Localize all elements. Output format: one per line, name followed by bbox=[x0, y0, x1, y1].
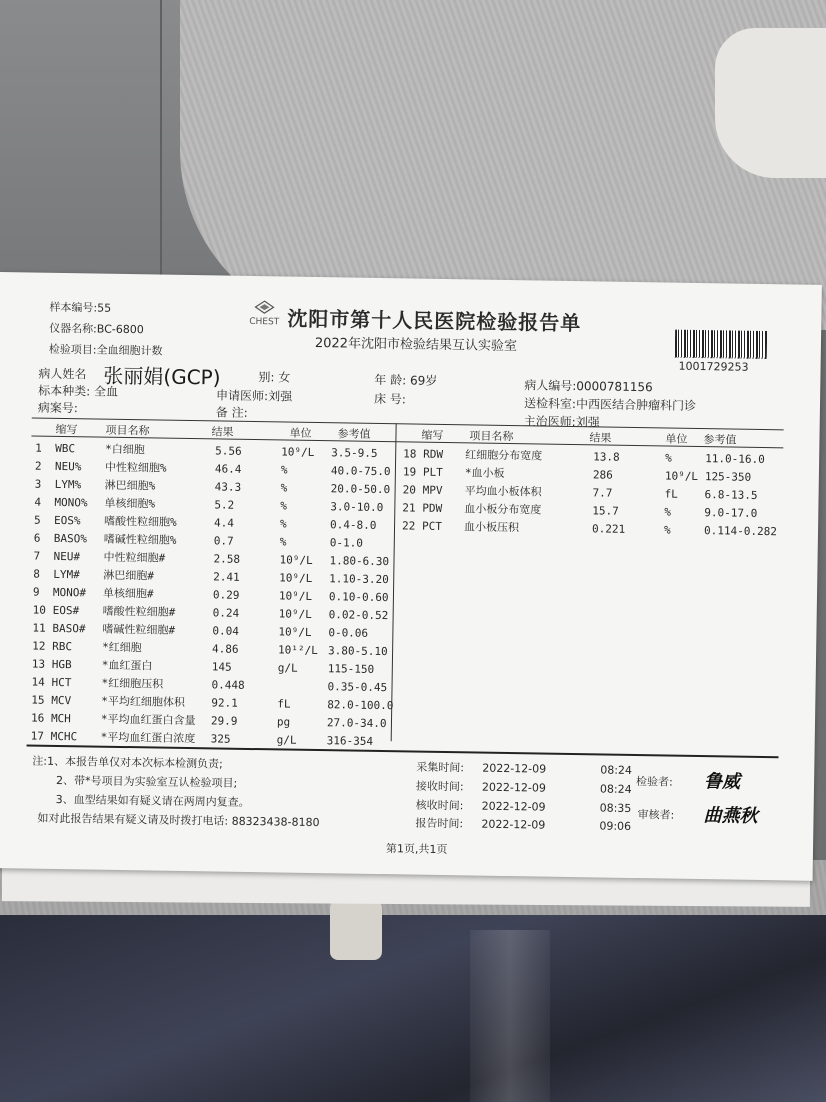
table-row: 20 MPV 平均血小板体积 7.7 fL 6.8-13.5 bbox=[402, 483, 758, 502]
note-line-1: 注:1、本报告单仅对本次标本检测负责; bbox=[32, 754, 223, 771]
patient-name: 张丽娟(GCP) bbox=[103, 363, 221, 390]
table-row: 4 MONO% 单核细胞% 5.2 % 3.0-10.0 bbox=[34, 495, 384, 515]
sample-no: 55 bbox=[97, 301, 112, 315]
table-row: 16 MCH *平均血红蛋白含量 29.9 pg 27.0-34.0 bbox=[30, 711, 387, 731]
header-unit-right: 单位 bbox=[665, 432, 688, 446]
test-item-row bbox=[49, 341, 163, 359]
specimen: 全血 bbox=[93, 384, 119, 399]
table-row: 15 MCV *平均红细胞体积 92.1 fL 82.0-100.0 bbox=[31, 693, 394, 713]
note-phone: 88323438-8180 bbox=[231, 814, 320, 830]
dept: 中西医结合肿瘤科门诊 bbox=[575, 397, 697, 413]
table-row: 9 MONO# 单核细胞# 0.29 10⁹/L 0.10-0.60 bbox=[32, 585, 389, 605]
header-abbr-left: 缩写 bbox=[55, 422, 78, 437]
header-result-right: 结果 bbox=[589, 431, 612, 445]
table-row: 8 LYM# 淋巴细胞# 2.41 10⁹/L 1.10-3.20 bbox=[33, 567, 389, 587]
report-time-row: 报告时间: 2022-12-09 09:06 bbox=[415, 816, 632, 833]
table-row: 3 LYM% 淋巴细胞% 43.3 % 20.0-50.0 bbox=[34, 477, 391, 497]
lab-report-sheet bbox=[0, 272, 822, 881]
table-row: 6 BASO% 嗜碱性粒细胞% 0.7 % 0-1.0 bbox=[33, 531, 364, 550]
table-row: 1 WBC *白细胞 5.56 10⁹/L 3.5-9.5 bbox=[35, 441, 378, 460]
table-row: 7 NEU# 中性粒细胞# 2.58 10⁹/L 1.80-6.30 bbox=[33, 549, 390, 569]
attending: 刘强 bbox=[575, 415, 600, 430]
sex-label: 别: bbox=[258, 370, 275, 385]
dept-row bbox=[524, 394, 696, 414]
table-divider bbox=[391, 423, 397, 741]
instrument-label: 仪器名称: bbox=[49, 321, 97, 336]
puffer-jacket bbox=[0, 915, 826, 1102]
instrument: BC-6800 bbox=[96, 322, 144, 337]
patient-sex-row bbox=[258, 368, 290, 385]
dept-label: 送检科室: bbox=[523, 396, 577, 412]
note-line-2: 2、带*号项目为实验室互认检验项目; bbox=[55, 773, 238, 790]
note-line-3: 3、血型结果如有疑义请在两周内复查。 bbox=[55, 792, 250, 809]
note-line-4 bbox=[37, 810, 319, 830]
bed-row bbox=[374, 390, 406, 407]
instrument-row bbox=[49, 320, 144, 337]
header-abbr-right: 缩写 bbox=[421, 428, 444, 442]
table-row: 14 HCT *红细胞压积 0.448 0.35-0.45 bbox=[31, 675, 388, 695]
drawstring bbox=[330, 900, 382, 960]
header-ref-left: 参考值 bbox=[337, 427, 371, 441]
receive-time-row: 接收时间: 2022-12-09 08:24 bbox=[415, 779, 632, 796]
logo-text: CHEST bbox=[249, 316, 280, 328]
hospital-logo-icon bbox=[253, 300, 275, 314]
bed-label: 床 号: bbox=[373, 391, 407, 407]
table-row: 2 NEU% 中性粒细胞% 46.4 % 40.0-75.0 bbox=[34, 459, 391, 479]
table-row: 21 PDW 血小板分布宽度 15.7 % 9.0-17.0 bbox=[402, 501, 758, 520]
table-row: 11 BASO# 嗜碱性粒细胞# 0.04 10⁹/L 0-0.06 bbox=[32, 621, 369, 640]
sample-no-label: 样本编号: bbox=[49, 300, 98, 315]
age: 69岁 bbox=[409, 373, 438, 388]
doctor-label: 申请医师: bbox=[215, 388, 269, 404]
report-title: 沈阳市第十人民医院检验报告单 bbox=[287, 306, 582, 336]
page-number: 第1页,共1页 bbox=[385, 842, 448, 857]
header-result-left: 结果 bbox=[211, 425, 234, 439]
attending-label: 主治医师: bbox=[523, 414, 576, 430]
test-item: 全血细胞计数 bbox=[96, 343, 163, 358]
jacket-seam bbox=[470, 930, 550, 1102]
patient-name-label: 病人姓名 bbox=[38, 366, 87, 382]
header-item-left: 项目名称 bbox=[105, 423, 150, 438]
attending-row bbox=[524, 412, 600, 430]
table-row: 10 EOS# 嗜酸性粒细胞# 0.24 10⁹/L 0.02-0.52 bbox=[32, 603, 389, 623]
table-row: 12 RBC *红细胞 4.86 10¹²/L 3.80-5.10 bbox=[32, 639, 388, 659]
table-row: 5 EOS% 嗜酸性粒细胞% 4.4 % 0.4-8.0 bbox=[34, 513, 377, 532]
patient-no: 0000781156 bbox=[576, 379, 653, 395]
specimen-label: 标本种类: bbox=[38, 383, 91, 399]
table-row: 13 HGB *血红蛋白 145 g/L 115-150 bbox=[31, 657, 375, 676]
collect-time-row: 采集时间: 2022-12-09 08:24 bbox=[416, 760, 633, 777]
report-subtitle: 2022年沈阳市检验结果互认实验室 bbox=[314, 335, 518, 355]
tester-signature: 鲁威 bbox=[703, 771, 741, 793]
tester-label: 检验者: bbox=[635, 775, 673, 789]
barcode bbox=[675, 330, 767, 359]
specimen-row bbox=[38, 382, 118, 400]
sample-no-row bbox=[49, 299, 111, 316]
patient-no-label: 病人编号: bbox=[524, 378, 577, 394]
hospital-logo bbox=[247, 300, 281, 328]
patient-age-row bbox=[374, 371, 437, 389]
header-item-right: 项目名称 bbox=[469, 429, 514, 444]
verify-time-row: 核收时间: 2022-12-09 08:35 bbox=[415, 798, 632, 815]
doctor-row bbox=[216, 386, 292, 404]
table-row: 17 MCHC *平均血红蛋白浓度 325 g/L 316-354 bbox=[30, 729, 374, 748]
header-ref-right: 参考值 bbox=[703, 433, 737, 447]
reviewer-signature: 曲燕秋 bbox=[703, 805, 758, 827]
remark-label: 备 注: bbox=[215, 405, 248, 420]
white-shoe bbox=[715, 28, 826, 178]
age-label: 年 龄: bbox=[374, 372, 407, 388]
table-row: 22 PCT 血小板压积 0.221 % 0.114-0.282 bbox=[401, 519, 777, 539]
floor-seam bbox=[160, 0, 162, 280]
note-phone-label: 如对此报告结果有疑义请及时拨打电话: bbox=[37, 811, 229, 828]
case-no-label: 病案号: bbox=[37, 400, 79, 416]
reviewer-label: 审核者: bbox=[637, 808, 675, 822]
doctor: 刘强 bbox=[268, 389, 293, 404]
test-item-label: 检验项目: bbox=[48, 342, 97, 357]
patient-no-row bbox=[524, 376, 653, 395]
barcode-number: 1001729253 bbox=[678, 359, 749, 374]
table-row: 18 RDW 红细胞分布宽度 13.8 % 11.0-16.0 bbox=[403, 447, 765, 467]
header-unit-left: 单位 bbox=[289, 426, 312, 440]
table-row: 19 PLT *血小板 286 10⁹/L 125-350 bbox=[402, 465, 752, 484]
sex: 女 bbox=[278, 370, 291, 385]
